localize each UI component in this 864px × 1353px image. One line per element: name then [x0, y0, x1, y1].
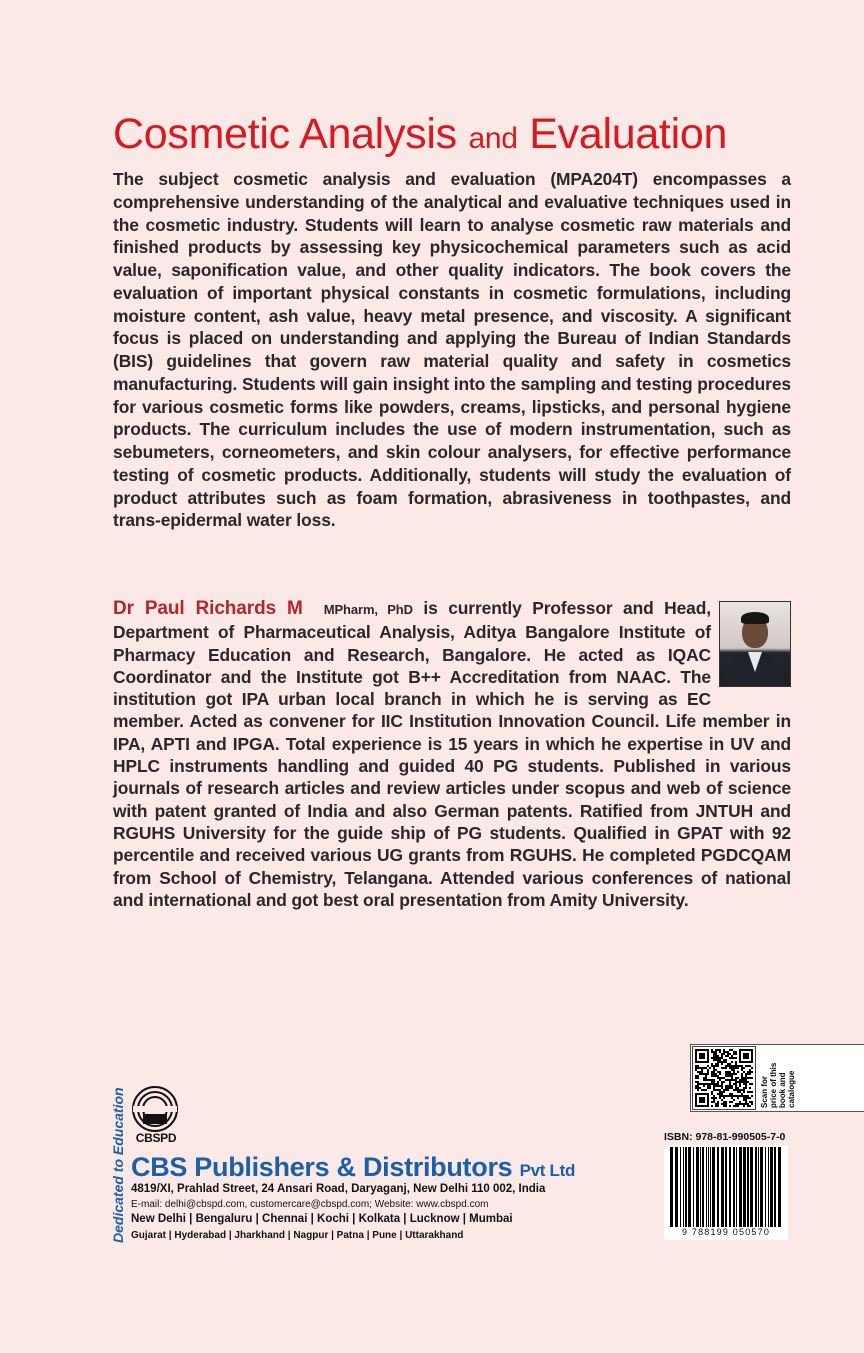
book-description: The subject cosmetic analysis and evaluation (MPA204T) encompasses a comprehensive understanding of the analytical and evaluative techniques used in the cosmetic industry. Students will learn to analyse cosmetic raw materials and finished products by assessing key physicochemical parameters such as acid value, saponification value, and other quality indicators. The book covers the evaluation of important physical constants in cosmetic formulations, including moisture content, ash value, heavy metal presence, and viscosity. A significant focus is placed on understanding and applying the Bureau of Indian Standards (BIS) guidelines that govern raw material quality and safety in cosmetics manufacturing. Students will gain insight into the sampling and testing procedures for various cosmetic forms like powders, creams, lipsticks, and personal hygiene products. The curriculum includes the use of modern instrumentation, such as sebumeters, corneometers, and skin colour analysers, for effective performance testing of cosmetic products. Additionally, students will study the evaluation of product attributes such as foam formation, abrasiveness in toothpastes, and trans-epidermal water loss. [113, 169, 791, 531]
publisher-address: 4819/XI, Prahlad Street, 24 Ansari Road, Daryaganj, New Delhi 110 002, India [131, 1183, 546, 1195]
author-section [113, 597, 791, 911]
cbspd-logo-icon [130, 1084, 180, 1134]
author-name: Dr Paul Richards M [113, 598, 303, 619]
book-title-part1: Cosmetic Analysis [113, 110, 469, 158]
qr-code-icon [692, 1046, 756, 1110]
isbn-label: ISBN: 978-81-990505-7-0 [664, 1131, 786, 1143]
author-degrees: MPharm, PhD [323, 602, 413, 617]
publisher-name-main: CBS Publishers & Distributors [131, 1152, 513, 1182]
author-bio: is currently Professor and Head, Department of Pharmaceutical Analysis, Aditya Bangalore Institute of Pharmacy Education and Research, Bangalore. He acted as IQAC Coordinator and the Institute got B++ Accreditation from NAAC. The institution got IPA urban local branch in which he is serving as EC member. Acted as convener for IIC Institution Innovation Council. Life member in IPA, APTI and IPGA. Total experience is 15 years in which he expertise in UV and HPLC instruments handling and guided 40 PG students. Published in various journals of research articles and review articles under scopus and web of science with patent granted of India and also German patents. Ratified from JNTUH and RGUHS University for the guide ship of PG students. Qualified in GPAT with 92 percentile and received various UG grants from RGUHS. He completed PGDCQAM from School of Chemistry, Telangana. Attended various conferences of national and international and got best oral presentation from Amity University. [113, 598, 791, 910]
dedicated-tagline: Dedicated to Education [110, 1087, 126, 1243]
publisher-cities-more: Gujarat | Hyderabad | Jharkhand | Nagpur | Patna | Pune | Uttarakhand [131, 1230, 464, 1241]
book-title-and: and [468, 122, 518, 155]
barcode-digits: 9 788199 050570 [664, 1227, 788, 1237]
publisher-contact: E-mail: delhi@cbspd.com, customercare@cbspd.com; Website: www.cbspd.com [131, 1199, 489, 1210]
publisher-cities-main: New Delhi | Bengaluru | Chennai | Kochi | Kolkata | Lucknow | Mumbai [131, 1213, 513, 1225]
qr-caption: Scan for price of this book and catalogue [760, 1062, 796, 1108]
book-title-part2: Evaluation [517, 110, 728, 158]
publisher-name [131, 1152, 575, 1183]
publisher-suffix: Pvt Ltd [519, 1161, 576, 1180]
book-title [113, 108, 803, 165]
author-photo [719, 601, 791, 687]
barcode-icon [664, 1145, 788, 1240]
logo-text: CBSPD [135, 1131, 177, 1145]
